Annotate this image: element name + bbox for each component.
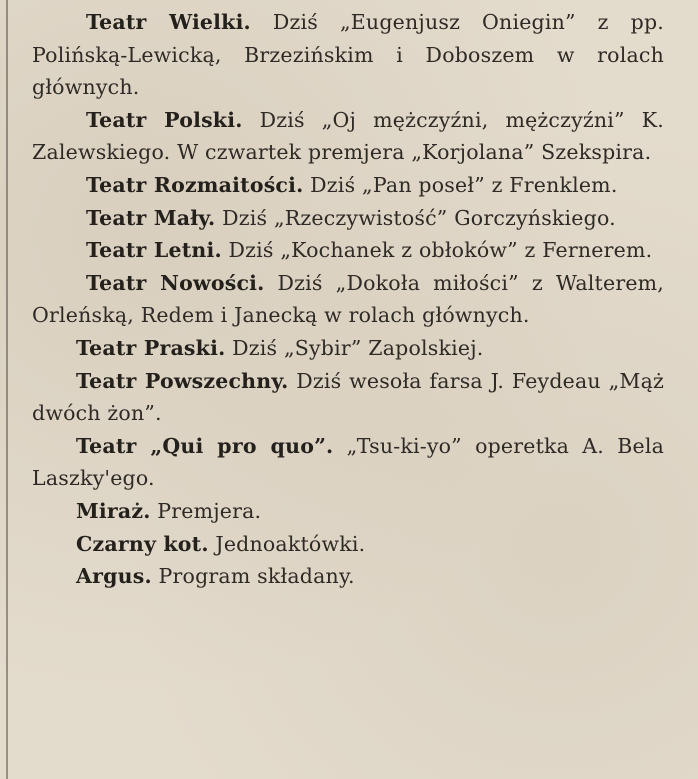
listing-entry bbox=[32, 6, 664, 104]
theatre-name: Miraż. bbox=[76, 498, 151, 523]
theatre-name: Teatr Nowości. bbox=[86, 270, 265, 295]
listing-text: Dziś „Oj mężczyźni, mężczyźni” K. Zalewskiego. W czwartek premjera „Korjolana” Szekspira. bbox=[32, 107, 664, 165]
listing-text: Dziś „Dokoła miłości” z Walterem, Orleńską, Redem i Janecką w rolach głównych. bbox=[32, 270, 665, 328]
theatre-name: Teatr Powszechny. bbox=[76, 368, 289, 393]
listing-text: Dziś „Pan poseł” z Frenklem. bbox=[310, 172, 618, 197]
theatre-name: Teatr Rozmaitości. bbox=[86, 172, 304, 197]
theatre-name: Argus. bbox=[76, 564, 152, 589]
listing-text: Dziś wesoła farsa J. Feydeau „Mąż dwóch żon”. bbox=[32, 368, 665, 426]
listing-entry bbox=[32, 430, 664, 495]
theatre-name: Teatr Polski. bbox=[86, 107, 243, 132]
column-rule bbox=[6, 0, 8, 779]
theatre-name: Teatr „Qui pro quo”. bbox=[76, 433, 334, 458]
listing-text: Premjera. bbox=[157, 498, 262, 523]
listing-text: Dziś „Rzeczywistość” Gorczyńskiego. bbox=[222, 205, 616, 230]
listing-entry bbox=[32, 560, 664, 593]
listing-entry bbox=[32, 104, 664, 169]
theatre-name: Teatr Praski. bbox=[76, 335, 226, 360]
listing-text: Dziś „Eugenjusz Oniegin” z pp. Polińską-Lewicką, Brzezińskim i Doboszem w rolach głównych. bbox=[32, 10, 664, 100]
theatre-name: Teatr Wielki. bbox=[86, 10, 251, 34]
listing-text: Program składany. bbox=[158, 564, 355, 589]
listing-entry bbox=[32, 267, 664, 332]
listing-entry bbox=[32, 528, 664, 561]
theatre-name: Teatr Mały. bbox=[86, 205, 216, 230]
listing-text: Dziś „Kochanek z obłoków” z Fernerem. bbox=[228, 238, 653, 263]
theatre-name: Teatr Letni. bbox=[86, 238, 222, 263]
listing-entry bbox=[32, 365, 664, 430]
listing-entry bbox=[32, 202, 664, 235]
listing-entry bbox=[32, 495, 664, 528]
listing-entry bbox=[32, 332, 664, 365]
listing-text: „Tsu-ki-yo” operetka A. Bela Laszky'ego. bbox=[32, 433, 665, 491]
listing-text: Jednoaktówki. bbox=[215, 531, 366, 556]
theatre-listings bbox=[32, 6, 664, 593]
listing-entry bbox=[32, 234, 664, 267]
listing-text: Dziś „Sybir” Zapolskiej. bbox=[232, 335, 484, 360]
theatre-name: Czarny kot. bbox=[76, 531, 209, 556]
listing-entry bbox=[32, 169, 664, 202]
